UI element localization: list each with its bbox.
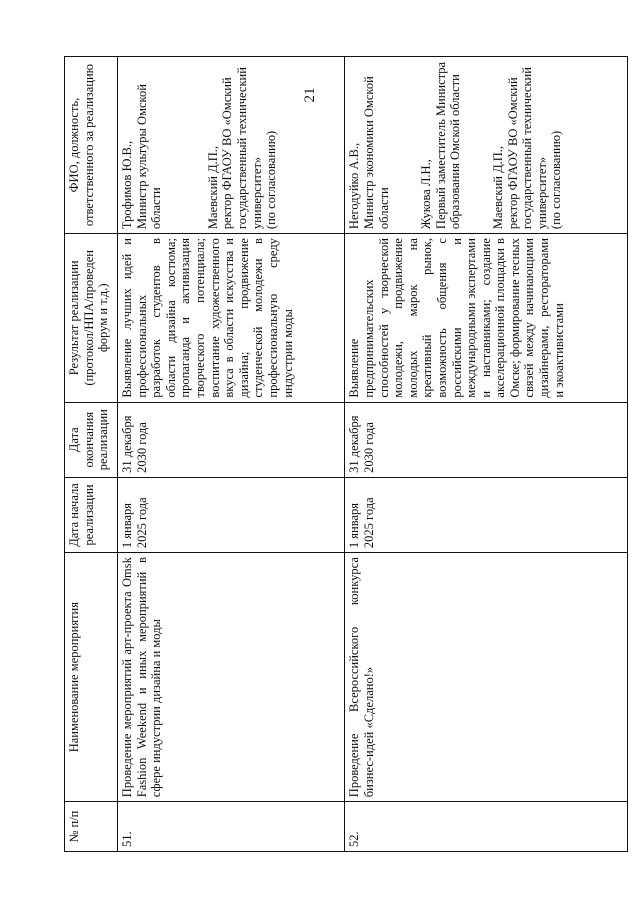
page-number: 21: [301, 87, 318, 103]
table-container: [64, 56, 628, 852]
responsible-line: (по согласованию): [549, 130, 564, 230]
header-num: № п/п: [65, 802, 118, 852]
row-result: Выявление лучших идей и профессиональных разработок студентов в области дизайна костюма; пропаганда и активизация творческого потенциала; воспитание художественного вкуса в области искусства и дизайна; продвижение студенческой молодежи в профессиональную среду индустрии моды: [118, 234, 345, 403]
responsible-line: Негодуйко А.В.,: [347, 142, 362, 230]
responsible-line: Министр культуры Омской области: [134, 84, 164, 230]
row-responsible: [118, 57, 345, 234]
row-start-date: 1 января 2025 года: [345, 477, 628, 552]
responsible-line: Трофимов Ю.В.,: [120, 140, 134, 230]
row-start-date: 1 января 2025 года: [118, 477, 345, 552]
header-end-date: Дата окончания реализации: [65, 402, 118, 477]
table-header-row: [65, 57, 118, 852]
row-end-date: 31 декабря 2030 года: [345, 402, 628, 477]
table-row: [118, 57, 345, 852]
header-responsible: ФИО, должность, ответственного за реализацию: [65, 57, 118, 234]
row-num: 52.: [345, 802, 628, 852]
responsible-line: Первый заместитель Министра образования Омской области: [433, 61, 463, 230]
row-event-name: Проведение мероприятий арт-проекта Omsk Fashion Weekend и иных мероприятий в сфере индустрии дизайна и моды: [118, 553, 345, 802]
row-num: 51.: [118, 802, 345, 852]
events-table: [64, 56, 628, 852]
row-result: Выявление предпринимательских способностей у творческой молодежи, продвижение молодых марок на креативный рынок, возможность общения с российскими и международными экспертами и наставниками; создание акселерационной площадки в Омске; формирование тесных связей между начинающими дизайнерами, рестораторами и экоактивистами: [345, 234, 628, 403]
row-end-date: 31 декабря 2030 года: [118, 402, 345, 477]
rotated-table-frame: [64, 56, 628, 852]
responsible-line: ректор ФГАОУ ВО «Омский государственный технический университет»: [220, 67, 264, 230]
responsible-line: Маевский Д.П.,: [205, 145, 220, 230]
responsible-line: Маевский Д.П.,: [490, 145, 505, 230]
responsible-line: Министр экономики Омской области: [361, 76, 391, 230]
header-result: Результат реализации (протокол/НПА/проведен форум и т.д.): [65, 234, 118, 403]
responsible-line: (по согласованию): [264, 130, 279, 230]
responsible-line: Жукова Л.Н.,: [419, 159, 434, 230]
row-responsible: [345, 57, 628, 234]
table-row: [345, 57, 628, 852]
responsible-line: ректор ФГАОУ ВО «Омский государственный технический университет»: [505, 67, 549, 230]
header-name: Наименование мероприятия: [65, 553, 118, 802]
row-event-name: Проведение Всероссийского конкурса бизнес-идей «Сделано!»: [345, 553, 628, 802]
header-start-date: Дата начала реализации: [65, 477, 118, 552]
